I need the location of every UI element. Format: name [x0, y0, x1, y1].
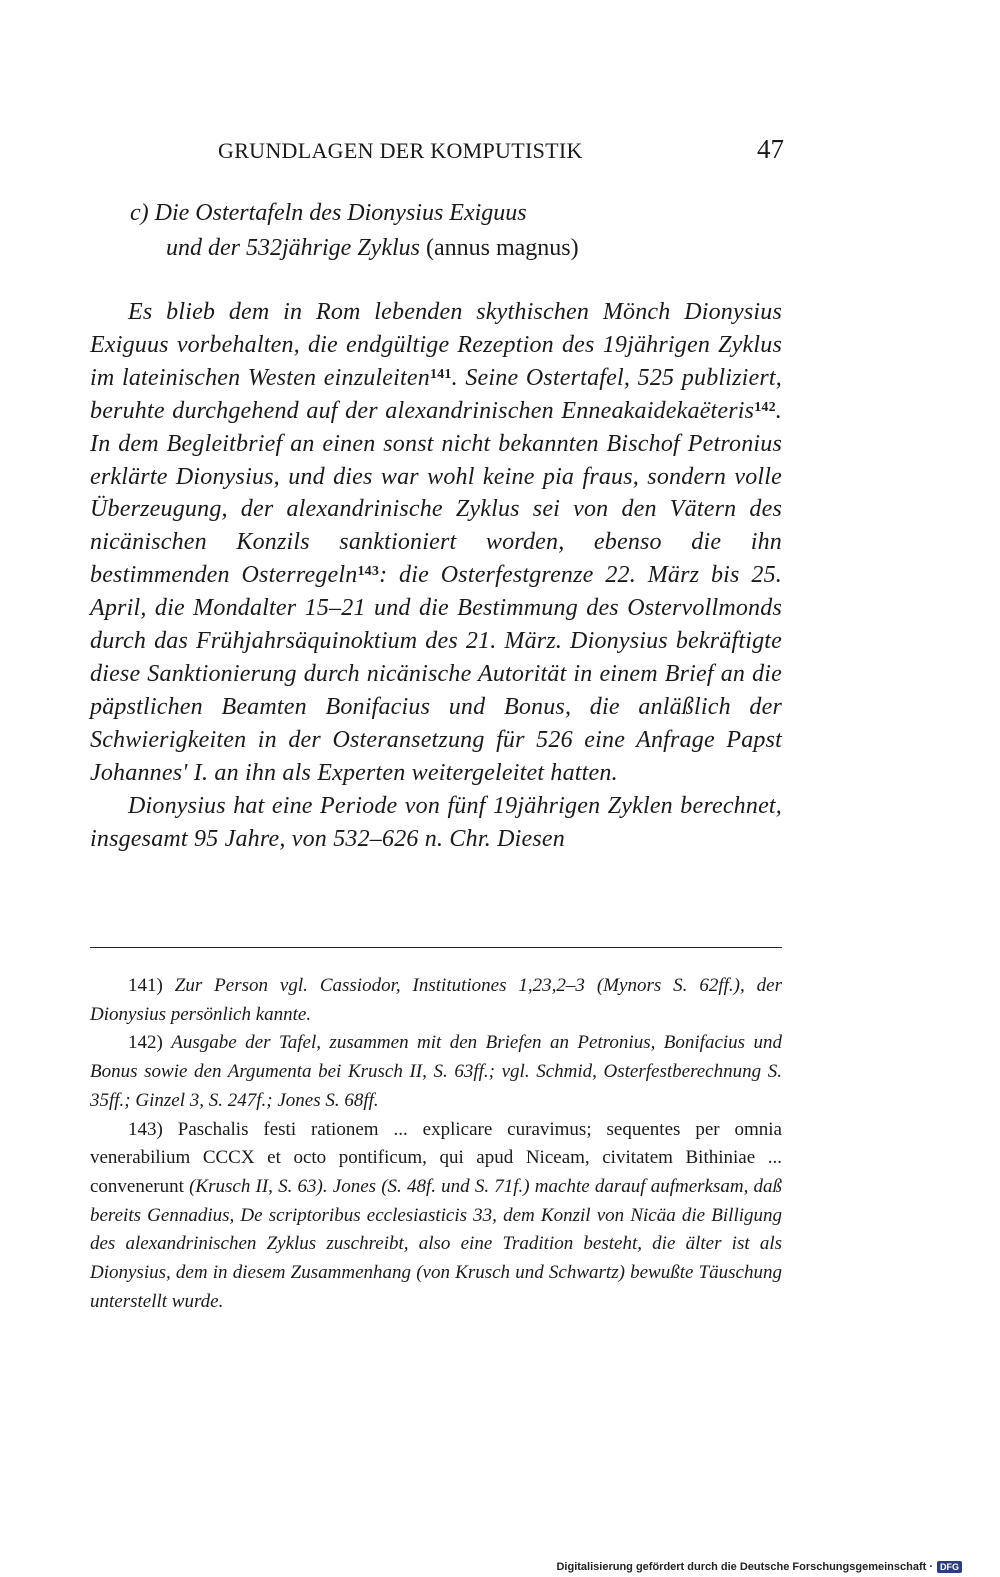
footnote-ref-141[interactable]: 141: [429, 366, 452, 382]
dfg-logo: DFG: [937, 1561, 962, 1573]
section-title-line-2: und der 532jährige Zyklus: [166, 235, 420, 261]
paragraph-1-part-c: . In dem Begleitbrief an einen sonst nicht bekannten Bischof Petronius erklärte Dionysius, und dies war wohl keine pia fraus, sondern volle Überzeugung, der alexandrinische Zyklus sei von den Vätern des nicänischen Konzils sanktioniert worden, ebenso die ihn bestimmenden Osterregeln: [90, 397, 782, 589]
footnote-separator: [90, 947, 782, 948]
page-header: [218, 134, 784, 170]
footnote-text: Zur Person vgl. Cassiodor, Institutiones 1,23,2–3 (Mynors S. 62ff.), der Dionysius persönlich kannte.: [90, 975, 782, 1025]
section-title-line-1: Die Ostertafeln des Dionysius Exiguus: [154, 200, 527, 226]
footnote-quote: Paschalis festi rationem ... explicare curavimus; sequentes per omnia venerabilium CCCX et octo pontificum, qui apud Niceam, civitatem Bithiniae ... convenerunt: [90, 1118, 782, 1197]
paragraph-1: [90, 296, 782, 790]
footnotes: [90, 972, 782, 1316]
footnote-number: 141): [128, 975, 163, 996]
body-text: [90, 296, 782, 855]
footnote-text: Ausgabe der Tafel, zusammen mit den Briefen an Petronius, Bonifacius und Bonus sowie den Argumenta bei Krusch II, S. 63ff.; vgl. Schmid, Osterfestberechnung S. 35ff.; Ginzel 3, S. 247f.; Jones S. 68ff.: [90, 1032, 783, 1111]
paragraph-1-part-d: : die Osterfestgrenze 22. März bis 25. April, die Mondalter 15–21 und die Bestimmung des Ostervollmonds durch das Frühjahrsäquinoktium des 21. März. Dionysius bekräftigte diese Sanktionierung durch nicänische Autorität in einem Brief an die päpstlichen Beamten Bonifacius und Bonus, die anläßlich der Schwierigkeiten in der Osteransetzung für 526 eine Anfrage Papst Johannes' I. an ihn als Experten weitergeleitet hatten.: [90, 562, 782, 786]
paragraph-1-part-b: . Seine Ostertafel, 525 publiziert, beruhte durchgehend auf der alexandrinischen Enneakaidekaëteris: [90, 364, 783, 424]
section-marker: c): [130, 200, 149, 226]
running-head: GRUNDLAGEN DER KOMPUTISTIK: [218, 138, 583, 163]
section-heading-line-1: [130, 196, 790, 231]
footnote-143: [90, 1116, 782, 1317]
footnote-number: 142): [128, 1032, 163, 1054]
digitization-credit: [556, 1561, 962, 1573]
paragraph-1-part-a: Es blieb dem in Rom lebenden skythischen Mönch Dionysius Exiguus vorbehalten, die endgültige Rezeption des 19jährigen Zyklus im lateinischen Westen einzuleiten: [90, 299, 782, 391]
footnote-141: [90, 972, 782, 1029]
footnote-text: (Krusch II, S. 63). Jones (S. 48f. und S. 71f.) machte darauf aufmerksam, daß bereits Gennadius, De scriptoribus ecclesiasticis 33, dem Konzil von Nicäa die Billigung des alexandrinischen Zyklus zuschreibt, also eine Tradition besteht, die älter ist als Dionysius, dem in diesem Zusammenhang (von Krusch und Schwartz) bewußte Täuschung unterstellt wurde.: [90, 1175, 783, 1312]
section-title-annotation: (annus magnus): [425, 235, 579, 261]
footnote-ref-142[interactable]: 142: [754, 399, 776, 415]
credit-text: Digitalisierung gefördert durch die Deutsche Forschungsgemeinschaft ·: [556, 1561, 933, 1573]
page-number: 47: [757, 134, 784, 164]
footnote-142: [90, 1029, 782, 1115]
paragraph-2: Dionysius hat eine Periode von fünf 19jährigen Zyklen berechnet, insgesamt 95 Jahre, von 532–626 n. Chr. Diesen: [90, 792, 782, 852]
section-heading-line-2: [130, 231, 790, 266]
footnote-number: 143): [128, 1118, 163, 1140]
section-heading: [130, 196, 790, 266]
footnote-ref-143[interactable]: 143: [357, 564, 380, 580]
